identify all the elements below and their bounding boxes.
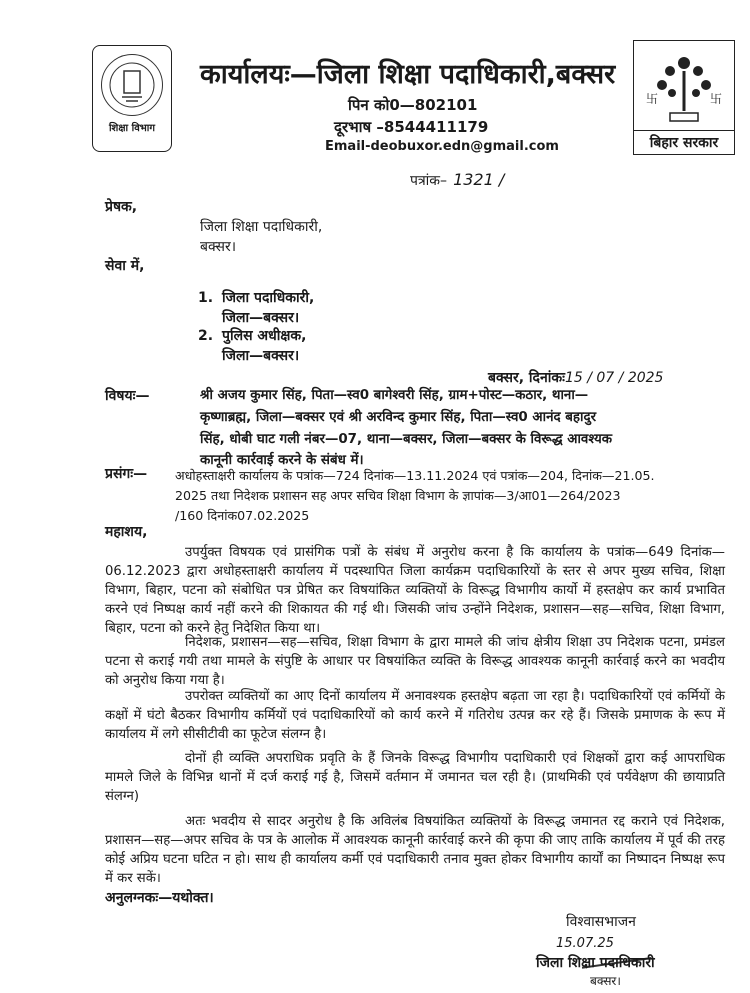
body-paragraph-2: निदेशक, प्रशासन—सह—सचिव, शिक्षा विभाग के द्वारा मामले की जांच क्षेत्रीय शिक्षा उप निदेशक पटना, प्रमंडल पटना से कराई गयी तथा मामले के संपुष्टि के आधार पर विषयांकित व्यक्ति के विरूद्ध आवश्यक कानूनी कार्रवाई करने का भवदीय को अनुरोध किया गया है।: [105, 635, 725, 688]
subject-line2: कृष्णाब्रह्म, जिला—बक्सर एवं श्री अरविन्द कुमार सिंह, पिता—स्व0 आनंद बहादुर: [200, 410, 597, 425]
subject-line3: सिंह, धोबी घाट गली नंबर—07, थाना—बक्सर, जिला—बक्सर के विरूद्ध आवश्यक: [200, 432, 613, 447]
reference-line1: अधोहस्ताक्षरी कार्यालय के पत्रांक—724 दिनांक—13.11.2024 एवं पत्रांक—204, दिनांक—21.05.: [175, 468, 655, 483]
signatory-designation: जिला शिक्षा पदाधिकारी: [536, 955, 655, 971]
body-paragraph-1: उपर्युक्त विषयक एवं प्रासंगिक पत्रों के संबंध में अनुरोध करना है कि कार्यालय के पत्रांक—649 दिनांक—06.12.2023 द्वारा अधोहस्ताक्षरी कार्यालय में पदस्थापित जिला कार्यक्रम पदाधिकारियों के स्तर से अपर मुख्य सचिव, शिक्षा विभाग, बिहार, पटना को संबोधित पत्र प्रेषित कर विषयांकित व्यक्तियों के विरूद्ध विभागीय कार्यो में हस्तक्षेप कर कार्य प्रभावित करने एवं निष्पक्ष कार्य नहीं करने की शिकायत की गई थी। जिसकी जांच उन्होंने निदेशक, प्रशासन—सह—सचिव, शिक्षा विभाग, बिहार, पटना को करने हेतु निदेशित किया था।: [105, 545, 725, 636]
body-paragraph-3: उपरोक्त व्यक्तियों का आए दिनों कार्यालय में अनावश्यक हस्तक्षेप बढ़ता जा रहा है। पदाधिकारियों एवं कर्मियों के कक्षों में घंटो बैठकर विभागीय कर्मियों एवं पदाधिकारियों को कार्य करने में गतिरोध उत्पन्न कर रहे हैं। जिसके प्रमाणक के रूप में कार्यालय में लगे सीसीटीवी का फूटेज संलग्न है।: [105, 689, 725, 742]
signatory-place: बक्सर।: [590, 974, 621, 988]
enclosure-note: अनुलग्नकः—यथोक्त।: [105, 890, 214, 906]
closing-text: विश्वासभाजन: [566, 914, 636, 930]
office-title: कार्यालयः—जिला शिक्षा पदाधिकारी,बक्सर: [200, 59, 616, 90]
recipient-2-line2: जिला—बक्सर।: [222, 348, 300, 364]
reference-line2: 2025 तथा निदेशक प्रशासन सह अपर सचिव शिक्षा विभाग के ज्ञापांक—3/आ01—264/2023: [175, 488, 621, 503]
education-department-logo: [92, 45, 172, 152]
date-label: बक्सर, दिनांकः: [488, 370, 565, 386]
date-value: 15 / 07 / 2025: [564, 370, 664, 386]
right-logo-label: बिहार सरकार: [634, 130, 734, 152]
signature-date: 15.07.25: [556, 936, 614, 951]
subject-line4: कानूनी कार्रवाई करने के संबंध में।: [200, 453, 364, 468]
letter-number: [410, 170, 504, 190]
pin-code: पिन को0—802101: [348, 96, 478, 114]
letter-number-label: पत्रांक–: [410, 173, 448, 189]
letter-date: [488, 368, 663, 388]
email-address: Email-deobuxor.edn@gmail.com: [325, 139, 559, 154]
recipient-label: सेवा में,: [105, 258, 145, 274]
recipient-2-line1: पुलिस अधीक्षक,: [222, 328, 307, 344]
bodhi-tree-icon: [634, 41, 734, 131]
sender-label: प्रेषक,: [105, 199, 138, 215]
reference-line3: /160 दिनांक07.02.2025: [175, 508, 310, 523]
reference-label: प्रसंगः—: [105, 466, 148, 482]
recipient-1-line2: जिला—बक्सर।: [222, 310, 300, 326]
salutation: महाशय,: [105, 524, 148, 540]
phone-number: दूरभाष –8544411179: [334, 118, 489, 136]
emblem-icon: [101, 54, 163, 116]
svg-text:卐: 卐: [646, 92, 659, 106]
subject-label: विषयः—: [105, 388, 150, 404]
sender-line1: जिला शिक्षा पदाधिकारी,: [200, 219, 323, 235]
body-paragraph-4: दोनों ही व्यक्ति अपराधिक प्रवृति के हैं जिनके विरूद्ध विभागीय पदाधिकारी एवं शिक्षकों द्वारा कई आपराधिक मामले जिले के विभिन्न थानों में दर्ज कराई गई है, जिसमें वर्तमान में जमानत चल रही है। (प्राथमिकी एवं पर्यवेक्षण की छायाप्रति संलग्न): [105, 751, 725, 804]
body-paragraph-5: अतः भवदीय से सादर अनुरोध है कि अविलंब विषयांकित व्यक्तियों के विरूद्ध जमानत रद्द कराने एवं निदेशक, प्रशासन—सह—अपर सचिव के पत्र के आलोक में आवश्यक कानूनी कार्रवाई करने की कृपा की जाए ताकि कार्यालय में पूर्व की तरह कोई अप्रिय घटना घटित न हो। साथ ही कार्यालय कर्मी एवं पदाधिकारी तनाव मुक्त होकर विभागीय कार्यों का निष्पादन निष्पक्ष रूप में कर सकें।: [105, 814, 725, 886]
letterhead: [0, 0, 750, 170]
recipient-1-line1: जिला पदाधिकारी,: [222, 290, 315, 306]
recipient-2-number: 2.: [198, 328, 214, 344]
letter-number-value: 1321 /: [453, 170, 505, 189]
left-logo-label: शिक्षा विभाग: [108, 123, 156, 134]
bihar-government-logo: [633, 40, 735, 155]
subject-line1: श्री अजय कुमार सिंह, पिता—स्व0 बागेश्वरी सिंह, ग्राम+पोस्ट—कठार, थाना—: [200, 388, 589, 403]
svg-text:卐: 卐: [710, 92, 723, 106]
sender-line2: बक्सर।: [200, 239, 237, 255]
recipient-1-number: 1.: [198, 290, 214, 306]
